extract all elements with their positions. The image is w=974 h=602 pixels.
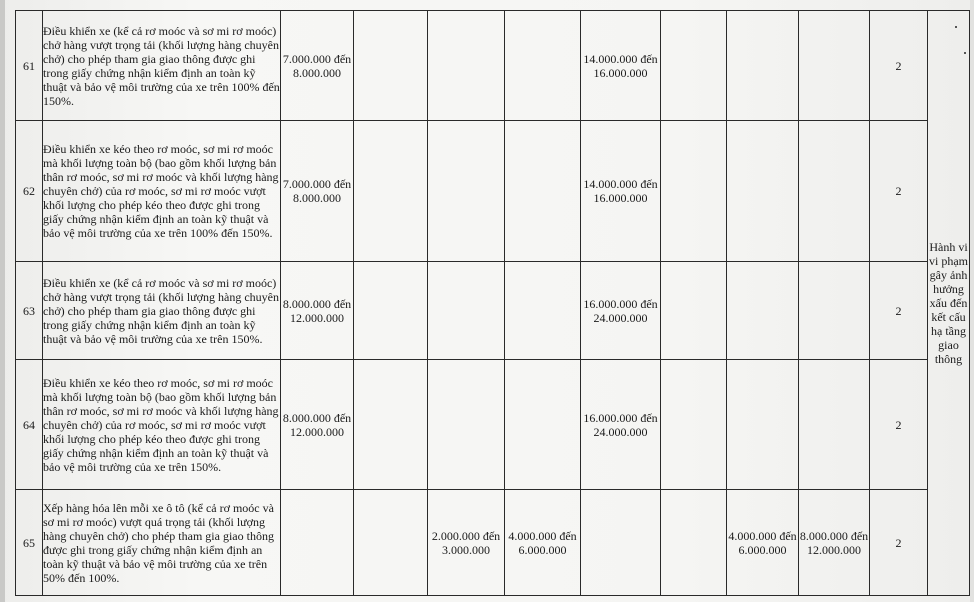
fine-owner-individual: 4.000.000 đến 6.000.000 bbox=[727, 490, 799, 596]
deducted-points: 2 bbox=[870, 121, 928, 262]
empty-cell bbox=[661, 490, 727, 596]
deducted-points: 2 bbox=[870, 360, 928, 490]
deducted-points: 2 bbox=[870, 490, 928, 596]
empty-cell bbox=[428, 360, 505, 490]
empty-cell bbox=[727, 262, 799, 360]
empty-cell bbox=[661, 360, 727, 490]
row-number: 61 bbox=[16, 11, 43, 121]
empty-cell bbox=[354, 360, 428, 490]
violation-table bbox=[15, 10, 970, 596]
page-edge-right bbox=[970, 0, 974, 602]
empty-cell bbox=[581, 490, 661, 596]
violation-description: Xếp hàng hóa lên mỗi xe ô tô (kể cả rơ moóc và sơ mi rơ moóc) vượt quá trọng tải (khối lượng hàng chuyên chở) cho phép tham gia giao thông được ghi trong giấy chứng nhận kiểm định an toàn kỹ thuật và bảo vệ môi trường của xe trên 50% đến 100%. bbox=[43, 490, 281, 596]
empty-cell bbox=[505, 121, 581, 262]
fine-loader-individual: 2.000.000 đến 3.000.000 bbox=[428, 490, 505, 596]
table-row-62 bbox=[16, 121, 970, 262]
empty-cell bbox=[727, 11, 799, 121]
violation-description: Điều khiển xe (kể cả rơ moóc và sơ mi rơ moóc) chở hàng vượt trọng tải (khối lượng hàng chuyên chở) cho phép tham gia giao thông được ghi trong giấy chứng nhận kiểm định an toàn kỹ thuật và bảo vệ môi trường của xe trên 100% đến 150%. bbox=[43, 11, 281, 121]
empty-cell bbox=[428, 121, 505, 262]
page-edge-shadow bbox=[0, 0, 5, 602]
empty-cell bbox=[799, 262, 870, 360]
fine-individual: 7.000.000 đến 8.000.000 bbox=[281, 121, 354, 262]
row-number: 64 bbox=[16, 360, 43, 490]
empty-cell bbox=[505, 262, 581, 360]
table-row-65 bbox=[16, 490, 970, 596]
scan-speck bbox=[964, 52, 966, 54]
group-note: Hành vi vi phạm gây ảnh hưởng xấu đến kết cấu hạ tầng giao thông bbox=[928, 11, 970, 596]
empty-cell bbox=[354, 11, 428, 121]
empty-cell bbox=[354, 121, 428, 262]
empty-cell bbox=[354, 490, 428, 596]
row-number: 63 bbox=[16, 262, 43, 360]
empty-cell bbox=[354, 262, 428, 360]
empty-cell bbox=[661, 262, 727, 360]
fine-individual: 7.000.000 đến 8.000.000 bbox=[281, 11, 354, 121]
empty-cell bbox=[281, 490, 354, 596]
table-row-64 bbox=[16, 360, 970, 490]
empty-cell bbox=[799, 11, 870, 121]
violation-description: Điều khiển xe kéo theo rơ moóc, sơ mi rơ moóc mà khối lượng toàn bộ (bao gồm khối lượng bản thân rơ moóc, sơ mi rơ moóc và khối lượng hàng chuyên chở) của rơ moóc, sơ mi rơ moóc vượt khối lượng cho phép kéo theo được ghi trong giấy chứng nhận kiểm định an toàn kỹ thuật và bảo vệ môi trường của xe trên 100% đến 150%. bbox=[43, 121, 281, 262]
empty-cell bbox=[727, 360, 799, 490]
deducted-points: 2 bbox=[870, 11, 928, 121]
fine-organization: 16.000.000 đến 24.000.000 bbox=[581, 360, 661, 490]
deducted-points: 2 bbox=[870, 262, 928, 360]
fine-loader-organization: 4.000.000 đến 6.000.000 bbox=[505, 490, 581, 596]
fine-organization: 16.000.000 đến 24.000.000 bbox=[581, 262, 661, 360]
table-row-61 bbox=[16, 11, 970, 121]
empty-cell bbox=[727, 121, 799, 262]
empty-cell bbox=[661, 11, 727, 121]
row-number: 65 bbox=[16, 490, 43, 596]
scan-speck bbox=[955, 26, 957, 28]
empty-cell bbox=[799, 121, 870, 262]
table-row-63 bbox=[16, 262, 970, 360]
fine-organization: 14.000.000 đến 16.000.000 bbox=[581, 11, 661, 121]
empty-cell bbox=[661, 121, 727, 262]
empty-cell bbox=[505, 360, 581, 490]
row-number: 62 bbox=[16, 121, 43, 262]
fine-owner-organization: 8.000.000 đến 12.000.000 bbox=[799, 490, 870, 596]
fine-individual: 8.000.000 đến 12.000.000 bbox=[281, 262, 354, 360]
empty-cell bbox=[428, 11, 505, 121]
violation-description: Điều khiển xe (kể cả rơ moóc và sơ mi rơ moóc) chở hàng vượt trọng tải (khối lượng hàng chuyên chở) cho phép tham gia giao thông được ghi trong giấy chứng nhận kiểm định an toàn kỹ thuật và bảo vệ môi trường của xe trên 150%. bbox=[43, 262, 281, 360]
empty-cell bbox=[505, 11, 581, 121]
empty-cell bbox=[428, 262, 505, 360]
fine-individual: 8.000.000 đến 12.000.000 bbox=[281, 360, 354, 490]
fine-organization: 14.000.000 đến 16.000.000 bbox=[581, 121, 661, 262]
violation-description: Điều khiển xe kéo theo rơ moóc, sơ mi rơ moóc mà khối lượng toàn bộ (bao gồm khối lượng bản thân rơ moóc, sơ mi rơ moóc và khối lượng hàng chuyên chở) của rơ moóc, sơ mi rơ moóc vượt khối lượng cho phép kéo theo được ghi trong giấy chứng nhận kiểm định an toàn kỹ thuật và bảo vệ môi trường của xe trên 150%. bbox=[43, 360, 281, 490]
empty-cell bbox=[799, 360, 870, 490]
